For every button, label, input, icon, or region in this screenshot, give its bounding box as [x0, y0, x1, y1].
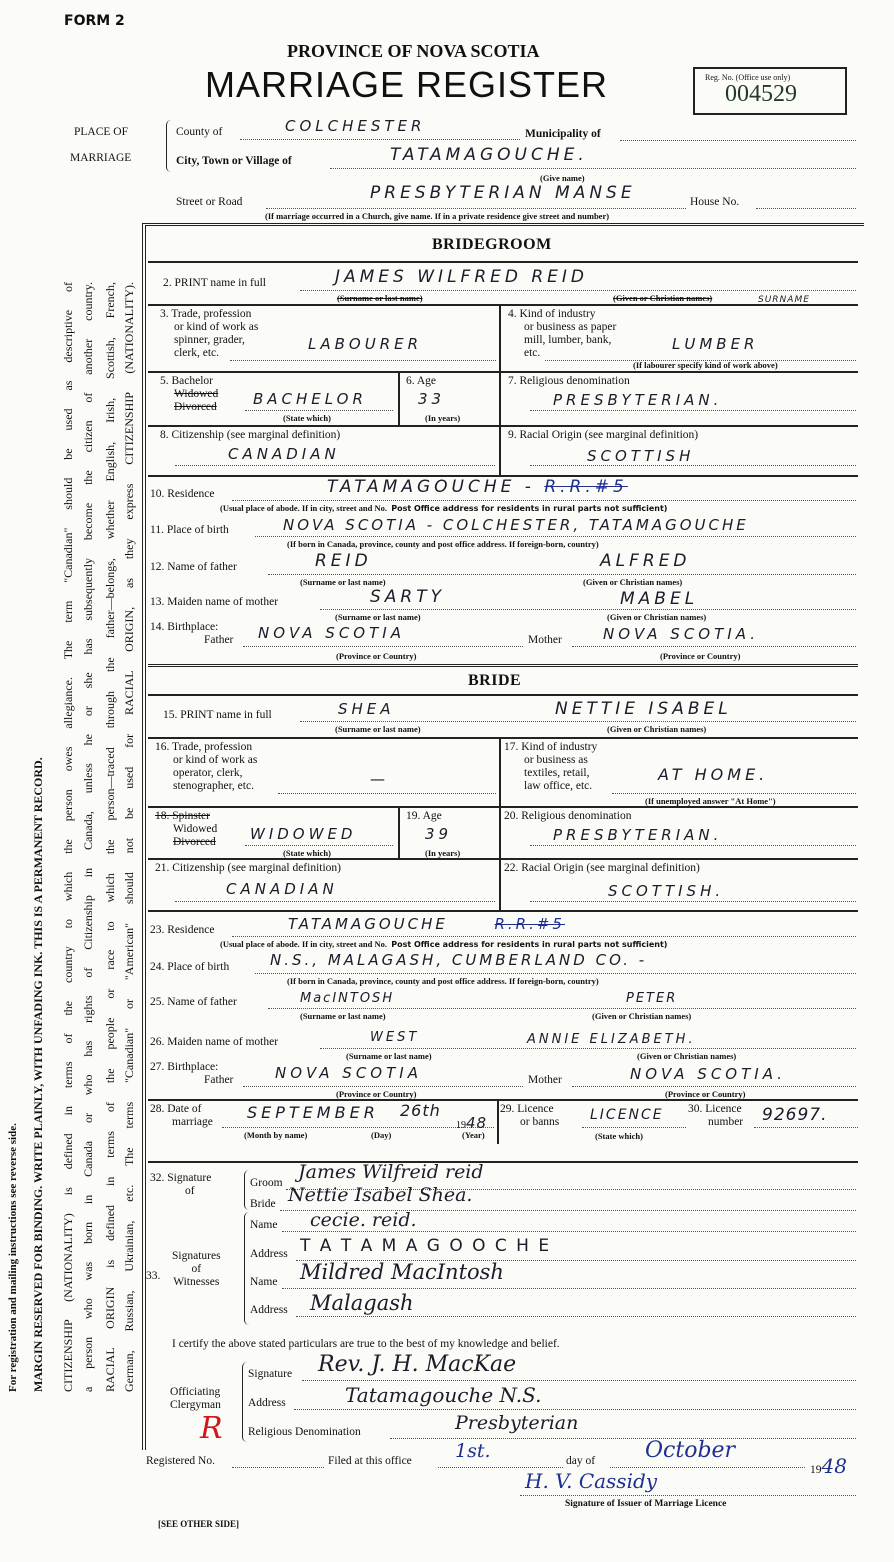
surname-label: (Surname or last name) [335, 612, 421, 622]
f27-label: 27. Birthplace: [150, 1061, 219, 1073]
f22-label: 22. Racial Origin (see marginal definition) [504, 862, 700, 874]
bride-age: 39 [425, 825, 453, 843]
given-label: (Given or Christian names) [607, 612, 707, 622]
province-heading: PROVINCE OF NOVA SCOTIA [287, 41, 540, 61]
f33-label: Signatures of Witnesses [172, 1250, 221, 1288]
certify-statement: I certify the above stated particulars are true to the best of my knowledge and belief. [172, 1338, 560, 1350]
groom-trade: LABOURER [308, 335, 423, 353]
witness1-address-label: Address [250, 1248, 288, 1260]
page-title: MARRIAGE REGISTER [205, 64, 609, 105]
filed-day: 1st. [455, 1440, 491, 1462]
groom-father-given: ALFRED [600, 551, 691, 571]
filed-label: Filed at this office [328, 1455, 412, 1467]
margin-binding-note: MARGIN RESERVED FOR BINDING. WRITE PLAINLY, WITH UNFADING INK. THIS IS A PERMANENT RECORD. [31, 757, 45, 1392]
county-value: COLCHESTER [285, 117, 426, 135]
groom-residence: TATAMAGOUCHE - R.R.#5 [327, 477, 628, 497]
reg-number-box [693, 67, 847, 115]
groom-birthplace: NOVA SCOTIA - COLCHESTER, TATAMAGOUCHE [283, 516, 749, 534]
clergy-signature-label: Signature [248, 1368, 293, 1380]
f17-label: 17. Kind of industry or business as textiles, retail, law office, etc. [504, 741, 598, 792]
f17-note: (If unemployed answer "At Home") [645, 796, 776, 806]
clergy-signature: Rev. J. H. MacKae [318, 1352, 517, 1377]
father-label: Father [204, 634, 234, 646]
groom-surname-label: (Surname or last name) [337, 293, 423, 303]
margin-racial-origin-definition-cont: German, Russian, Ukrainian, etc. The terms "Canadian" or "American" should not be used for RACIAL ORIGIN, as they express CITIZENSHIP (NATIONALITY). [122, 282, 136, 1392]
f15-label: 15. PRINT name in full [163, 709, 272, 721]
f20-label: 20. Religious denomination [504, 810, 632, 822]
witness2-name: Mildred MacIntosh [300, 1260, 504, 1284]
clergy-address: Tatamagouche N.S. [345, 1383, 542, 1407]
street-label: Street or Road [176, 196, 243, 208]
bride-residence: TATAMAGOUCHE R.R.#5 [288, 915, 565, 933]
groom-father-birthplace: NOVA SCOTIA [258, 624, 405, 642]
f33-number: 33. [146, 1270, 161, 1282]
f12-label: 12. Name of father [150, 561, 237, 573]
in-years-label: (In years) [425, 413, 461, 423]
mother-label: Mother [528, 1074, 562, 1086]
reg-number: 004529 [725, 81, 797, 107]
groom-mother-birthplace: NOVA SCOTIA. [603, 625, 759, 643]
groom-signature: James Wilfreid reid [298, 1161, 484, 1183]
street-value: PRESBYTERIAN MANSE [370, 183, 636, 203]
f32-label: 32. Signature of [150, 1172, 212, 1197]
municipality-label: Municipality of [525, 128, 601, 140]
bride-mother-birthplace: NOVA SCOTIA. [630, 1065, 786, 1083]
bride-father-birthplace: NOVA SCOTIA [275, 1064, 422, 1082]
year-label: (Year) [462, 1130, 485, 1140]
day-of-label: day of [566, 1455, 596, 1467]
groom-signature-label: Groom [250, 1177, 283, 1189]
f23-label: 23. Residence [150, 924, 215, 936]
witness2-address: Malagash [310, 1291, 414, 1315]
bride-mother-given: ANNIE ELIZABETH. [527, 1032, 696, 1047]
clergy-address-label: Address [248, 1397, 286, 1409]
house-number-label: House No. [690, 196, 740, 208]
f13-label: 13. Maiden name of mother [150, 596, 279, 608]
given-label: (Given or Christian names) [607, 724, 707, 734]
groom-surname-note: SURNAME [758, 295, 810, 305]
marriage-year: 1948 [456, 1114, 488, 1132]
bride-given: NETTIE ISABEL [555, 699, 732, 719]
month-label: (Month by name) [244, 1130, 308, 1140]
surname-label: (Surname or last name) [335, 724, 421, 734]
f4-label: 4. Kind of industry or business as paper mill, lumber, bank, etc. [508, 308, 617, 359]
bride-signature-label: Bride [250, 1198, 276, 1210]
bride-trade: — [370, 770, 389, 788]
groom-religion: PRESBYTERIAN. [553, 391, 723, 409]
residence-note: (Usual place of abode. If in city, street and No. Post Office address for residents in rural parts not sufficient) [220, 503, 668, 513]
f9-label: 9. Racial Origin (see marginal definition) [508, 429, 699, 441]
place-of-label: PLACE OF [74, 126, 128, 138]
form-number: FORM 2 [64, 13, 125, 29]
issuer-signature: H. V. Cassidy [525, 1469, 658, 1493]
residence-note: (Usual place of abode. If in city, street and No. Post Office address for residents in rural parts not sufficient) [220, 939, 668, 949]
place-brace [166, 120, 171, 172]
bride-father-surname: MacINTOSH [300, 991, 395, 1006]
groom-status: BACHELOR [253, 390, 367, 408]
bride-residence-struck: R.R.#5 [494, 915, 565, 933]
f28-label: 28. Date of marriage [150, 1103, 213, 1128]
birth-note: (If born in Canada, province, county and post office address. If foreign-born, country) [287, 976, 599, 986]
margin-racial-origin-definition: RACIAL ORIGIN is defined in terms of the people or race to which the person—traced through the father—belongs, whether English, Irish, Scottish, French, [103, 282, 117, 1392]
f19-label: 19. Age [406, 810, 442, 822]
bride-religion: PRESBYTERIAN. [553, 826, 723, 844]
f10-label: 10. Residence [150, 488, 215, 500]
f7-label: 7. Religious denomination [508, 375, 630, 387]
given-label: (Given or Christian names) [583, 577, 683, 587]
marriage-day: 26th [400, 1101, 441, 1120]
filed-month: October [645, 1438, 736, 1463]
section-bridegroom: BRIDEGROOM [432, 236, 552, 253]
day-label: (Day) [371, 1130, 392, 1140]
f14-label: 14. Birthplace: [150, 621, 219, 633]
f5-label: 5. Bachelor Widowed Divorced [160, 375, 219, 413]
margin-citizenship-definition: CITIZENSHIP (NATIONALITY) is defined in terms of the country to which the person owes allegiance. The term "Canadian" should be used as descriptive of [61, 282, 75, 1392]
city-label: City, Town or Village of [176, 155, 292, 167]
groom-residence-struck: R.R.#5 [544, 477, 628, 497]
surname-label: (Surname or last name) [346, 1051, 432, 1061]
f8-label: 8. Citizenship (see marginal definition) [160, 429, 341, 441]
groom-citizenship: CANADIAN [228, 445, 340, 463]
province-country-label: (Province or Country) [336, 1089, 417, 1099]
f25-label: 25. Name of father [150, 996, 237, 1008]
bride-birthplace: N.S., MALAGASH, CUMBERLAND CO. - [270, 951, 648, 969]
bride-status: WIDOWED [250, 825, 357, 843]
province-country-label: (Province or Country) [660, 651, 741, 661]
f21-label: 21. Citizenship (see marginal definition) [155, 862, 341, 874]
in-years-label: (In years) [425, 848, 461, 858]
witness1-name: cecie. reid. [310, 1209, 417, 1231]
county-label: County of [176, 126, 223, 138]
margin-citizenship-definition-cont: a person who was born in Canada or who has rights of Citizenship in Canada, unless he or she has subsequently become the citizen of another country. [81, 282, 95, 1392]
groom-mother-given: MABEL [620, 589, 699, 609]
groom-age: 33 [418, 390, 446, 408]
groom-father-surname: REID [315, 551, 372, 571]
given-label: (Given or Christian names) [637, 1051, 737, 1061]
f4-note: (If labourer specify kind of work above) [633, 360, 778, 370]
f16-label: 16. Trade, profession or kind of work as operator, clerk, stenographer, etc. [155, 741, 258, 792]
city-value: TATAMAGOUCHE. [390, 145, 588, 165]
clergy-denomination: Presbyterian [455, 1412, 579, 1434]
bride-father-given: PETER [626, 991, 678, 1006]
province-country-label: (Province or Country) [665, 1089, 746, 1099]
give-name-note: (Give name) [540, 173, 585, 183]
section-bride: BRIDE [468, 672, 522, 689]
state-which-label: (State which) [283, 413, 331, 423]
f30-label: 30. Licence number [688, 1103, 744, 1128]
birth-note: (If born in Canada, province, county and post office address. If foreign-born, country) [287, 539, 599, 549]
witness2-address-label: Address [250, 1304, 288, 1316]
margin-instructions: For registration and mailing instructions see reverse side. [7, 1123, 19, 1392]
groom-given-label: (Given or Christian names) [613, 293, 713, 303]
bride-mother-surname: WEST [370, 1030, 420, 1045]
f29-label: 29. Licence or banns [500, 1103, 560, 1128]
province-country-label: (Province or Country) [336, 651, 417, 661]
marriage-month: SEPTEMBER [247, 1103, 379, 1122]
f26-label: 26. Maiden name of mother [150, 1036, 279, 1048]
see-other-side: [SEE OTHER SIDE] [158, 1519, 240, 1529]
bride-origin: SCOTTISH. [608, 882, 725, 900]
witness2-name-label: Name [250, 1276, 278, 1288]
f24-label: 24. Place of birth [150, 961, 230, 973]
f6-label: 6. Age [406, 375, 437, 387]
bride-industry: AT HOME. [658, 765, 769, 784]
issuer-signature-label: Signature of Issuer of Marriage Licence [565, 1499, 727, 1509]
groom-industry: LUMBER [672, 335, 759, 353]
f2-label: 2. PRINT name in full [163, 277, 266, 289]
witness1-address: T A T A M A G O O C H E [300, 1236, 552, 1256]
bride-signature: Nettie Isabel Shea. [288, 1184, 473, 1206]
surname-label: (Surname or last name) [300, 577, 386, 587]
filed-year: 1948 [810, 1454, 847, 1478]
groom-mother-surname: SARTY [370, 587, 446, 607]
red-ink-mark: R [200, 1411, 223, 1446]
bride-surname: SHEA [338, 700, 395, 718]
licence-number: 92697. [762, 1105, 828, 1125]
groom-origin: SCOTTISH [587, 447, 695, 465]
given-label: (Given or Christian names) [592, 1011, 692, 1021]
registered-number-label: Registered No. [146, 1455, 215, 1467]
reg-number-label: Reg. No. (Office use only) [705, 73, 791, 82]
groom-name: JAMES WILFRED REID [335, 267, 589, 287]
f3-label: 3. Trade, profession or kind of work as spinner, grader, clerk, etc. [160, 308, 259, 359]
witness1-name-label: Name [250, 1219, 278, 1231]
state-which-label: (State which) [283, 848, 331, 858]
clergy-denomination-label: Religious Denomination [248, 1426, 361, 1438]
mother-label: Mother [528, 634, 562, 646]
father-label: Father [204, 1074, 234, 1086]
licence-or-banns: LICENCE [590, 1107, 664, 1123]
f18-label: 18. Spinster Widowed Divorced [155, 810, 218, 848]
state-which-label: (State which) [595, 1131, 643, 1141]
officiating-clergyman-label: Officiating Clergyman [170, 1386, 221, 1411]
marriage-label: MARRIAGE [70, 152, 132, 164]
surname-label: (Surname or last name) [300, 1011, 386, 1021]
f11-label: 11. Place of birth [150, 524, 229, 536]
street-note: (If marriage occurred in a Church, give name. If in a private residence give street and number) [265, 211, 610, 221]
bride-citizenship: CANADIAN [226, 880, 338, 898]
